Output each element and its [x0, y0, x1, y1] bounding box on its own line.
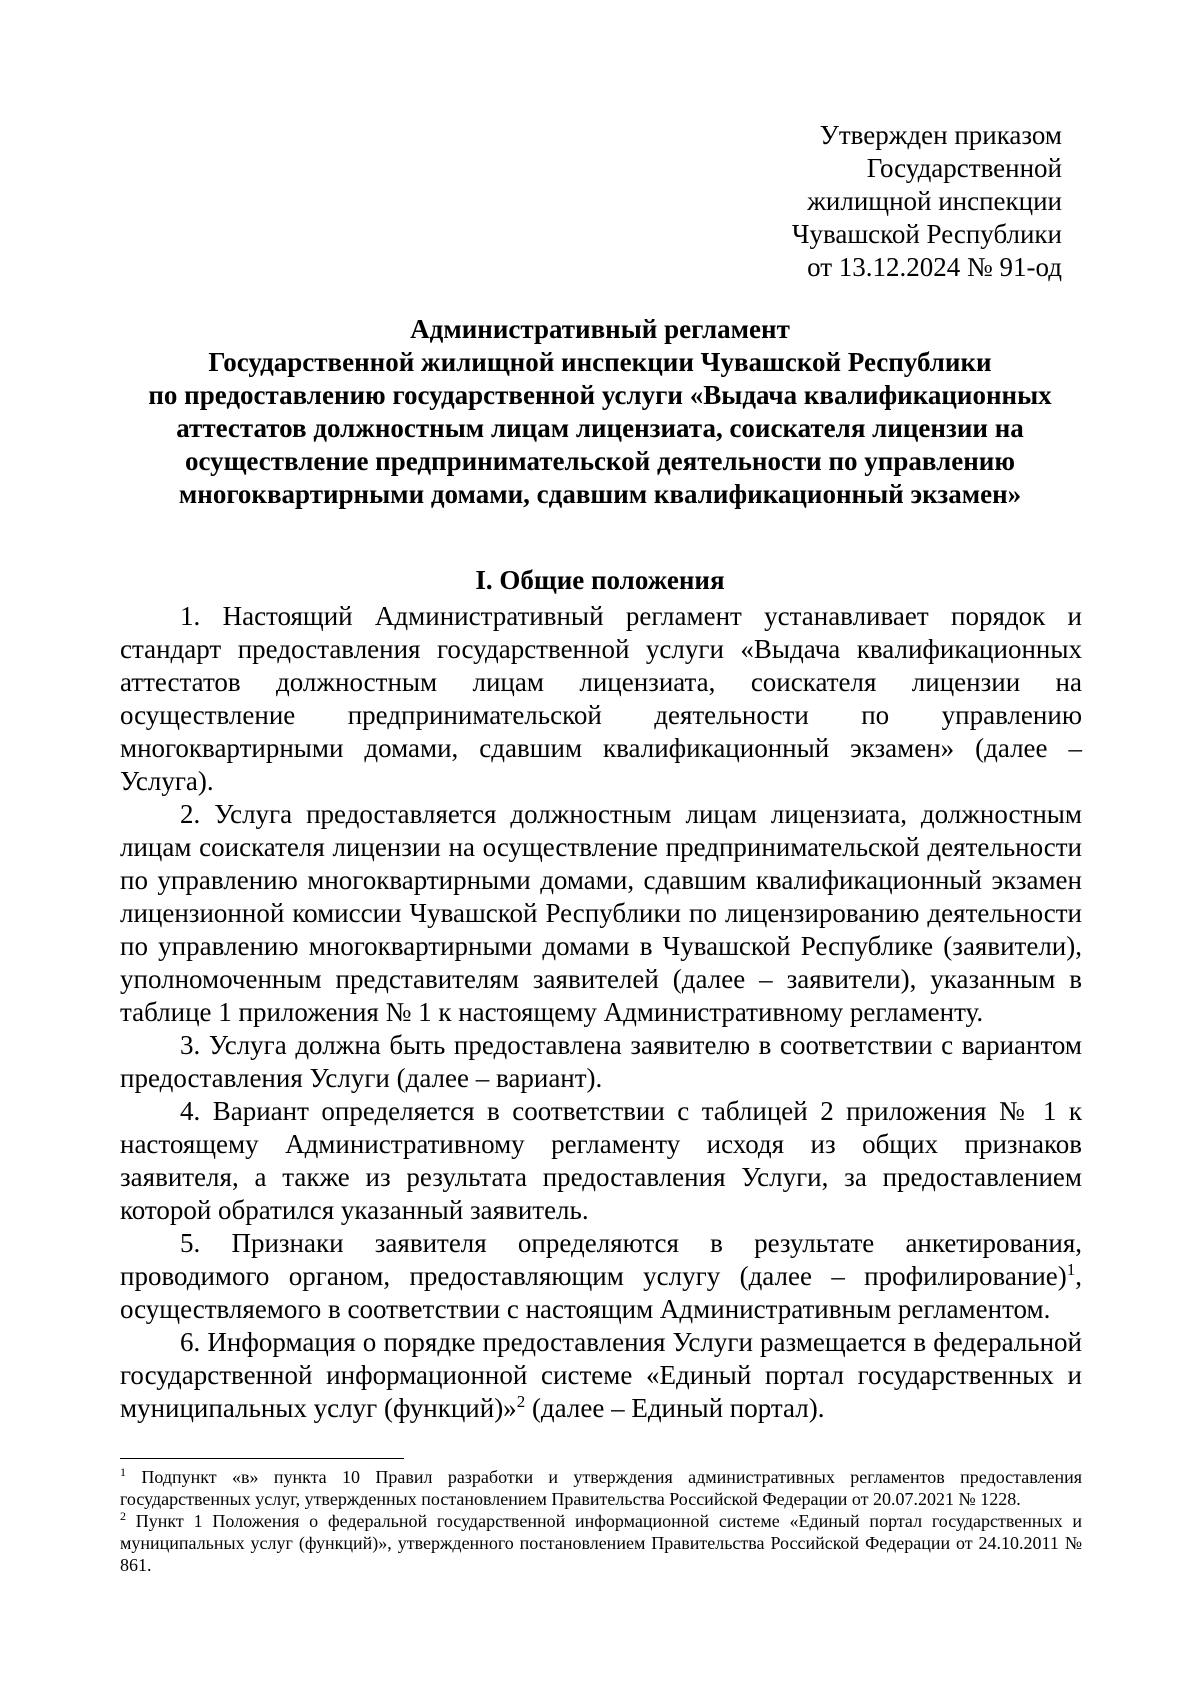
title-line: осуществление предпринимательской деятельности по управлению — [185, 446, 1015, 476]
document-body — [120, 600, 1082, 1425]
approval-line: Государственной — [866, 153, 1062, 183]
title-line: Государственной жилищной инспекции Чувашской Республики — [208, 347, 992, 377]
paragraph-5 — [120, 1227, 1082, 1326]
footnote-ref-2: 2 — [516, 1392, 526, 1411]
approval-stamp — [792, 119, 1062, 284]
footnote-ref-1: 1 — [1066, 1260, 1076, 1279]
footnote-1-text: Подпункт «в» пункта 10 Правил разработки и утверждения административных регламентов предоставления государственных услуг, утвержденных постановлением Правительства Российской Федерации от 20.07.2021 № 1228. — [120, 1467, 1082, 1509]
approval-date-line: от 13.12.2024 № 91-од — [807, 252, 1062, 282]
approval-line: Чувашской Республики — [791, 219, 1062, 249]
approval-line: жилищной инспекции — [807, 186, 1062, 216]
paragraph-6-text: 6. Информация о порядке предоставления Услуги размещается в федеральной государственной информационной системе «Единый портал государственных и муниципальных услуг (функций)» — [120, 1327, 1082, 1423]
title-line: многоквартирными домами, сдавшим квалификационный экзамен» — [178, 479, 1022, 509]
title-line: Административный регламент — [410, 314, 790, 344]
title-line: по предоставлению государственной услуги «Выдача квалификационных — [148, 380, 1052, 410]
footnote-1 — [120, 1466, 1082, 1510]
footnote-2 — [120, 1510, 1082, 1576]
paragraph-2: 2. Услуга предоставляется должностным лицам лицензиата, должностным лицам соискателя лицензии на осуществление предпринимательской деятельности по управлению многоквартирными домами, сдавшим квалификационный экзамен лицензионной комиссии Чувашской Республики по лицензированию деятельности по управлению многоквартирными домами в Чувашской Республике (заявители), уполномоченным представителям заявителей (далее – заявители), указанным в таблице 1 приложения № 1 к настоящему Административному регламенту. — [120, 799, 1082, 1027]
section-heading: I. Общие положения — [475, 565, 725, 595]
paragraph-4: 4. Вариант определяется в соответствии с таблицей 2 приложения № 1 к настоящему Административному регламенту исходя из общих признаков заявителя, а также из результата предоставления Услуги, за предоставлением которой обратился указанный заявитель. — [120, 1096, 1082, 1225]
paragraph-3: 3. Услуга должна быть предоставлена заявителю в соответствии с вариантом предоставления Услуги (далее – вариант). — [120, 1030, 1082, 1093]
footnote-divider — [120, 1458, 404, 1459]
footnote-2-text: Пункт 1 Положения о федеральной государственной информационной системе «Единый портал государственных и муниципальных услуг (функций)», утвержденного постановлением Правительства Российской Федерации от 24.10.2011 № 861. — [120, 1511, 1082, 1575]
footnote-2-mark: 2 — [120, 1509, 126, 1523]
title-line: аттестатов должностным лицам лицензиата, соискателя лицензии на — [176, 413, 1024, 443]
document-title — [120, 313, 1080, 511]
paragraph-5-text: 5. Признаки заявителя определяются в результате анкетирования, проводимого органом, предоставляющим услугу (далее – профилирование) — [120, 1228, 1082, 1291]
approval-line: Утвержден приказом — [819, 120, 1062, 150]
paragraph-6 — [120, 1326, 1082, 1425]
paragraph-1: 1. Настоящий Административный регламент устанавливает порядок и стандарт предоставления государственной услуги «Выдача квалификационных аттестатов должностным лицам лицензиата, соискателя лицензии на осуществление предпринимательской деятельности по управлению многоквартирными домами, сдавшим квалификационный экзамен» (далее – Услуга). — [120, 601, 1082, 796]
footnote-1-mark: 1 — [120, 1465, 126, 1479]
footnotes — [120, 1466, 1082, 1576]
paragraph-6-text-end: (далее – Единый портал). — [525, 1393, 825, 1423]
paragraph-5-text-end: , осуществляемого в соответствии с настоящим Административным регламентом. — [120, 1261, 1082, 1324]
